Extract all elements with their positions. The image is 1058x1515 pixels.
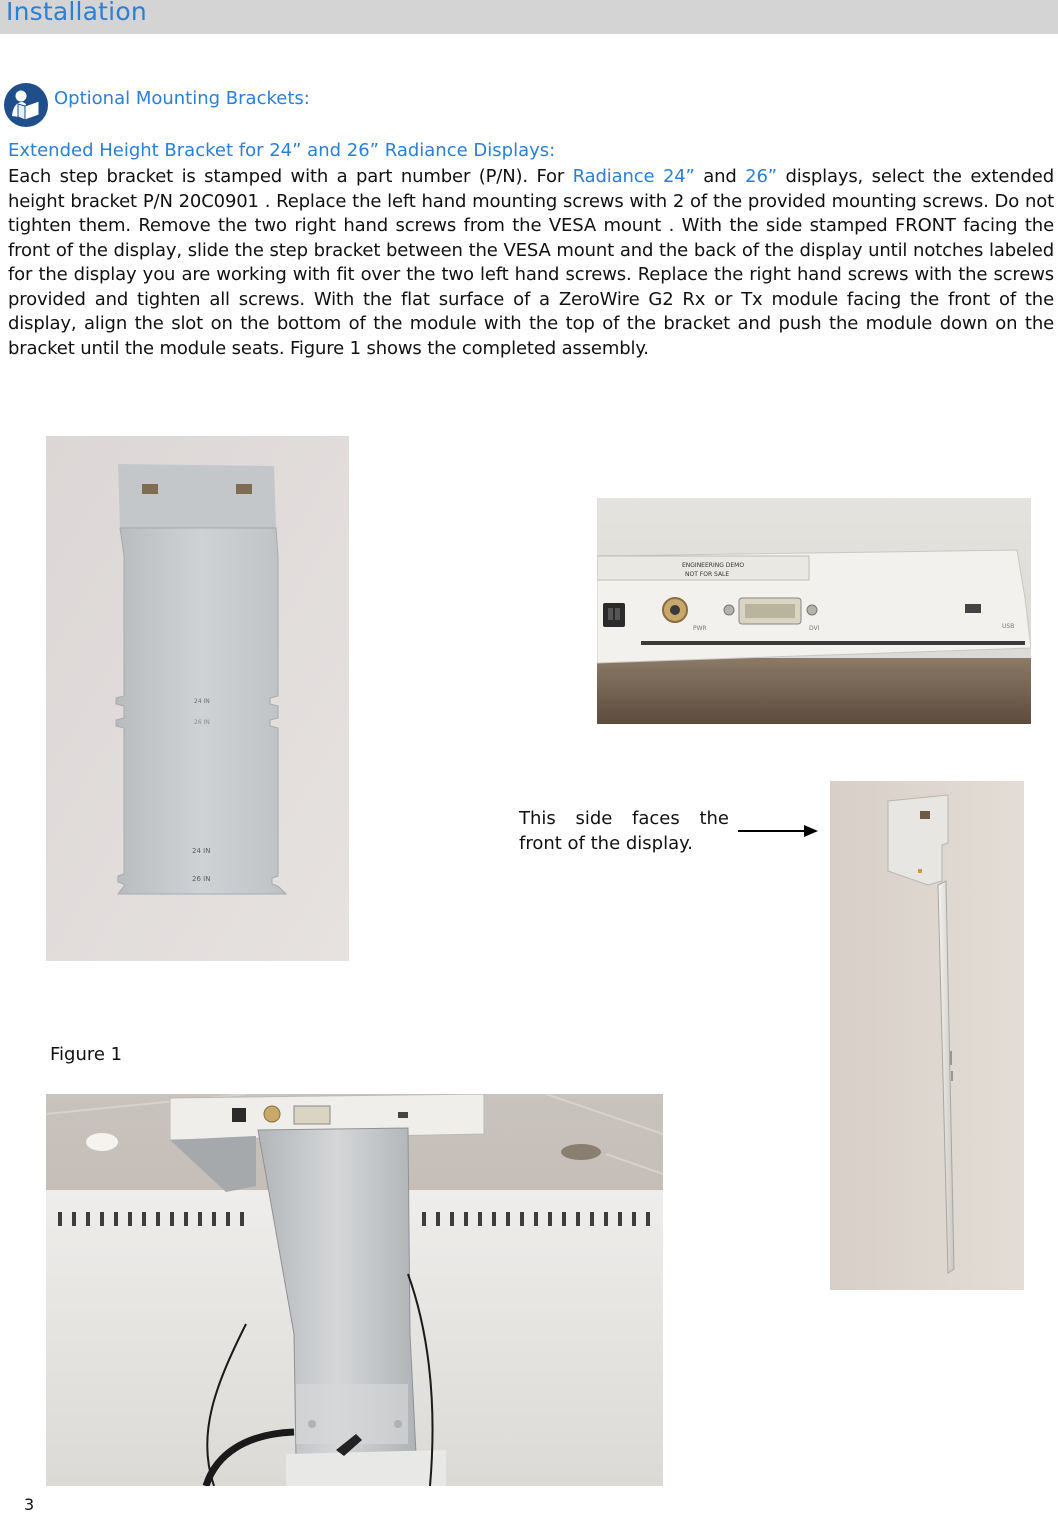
- manual-reader-icon: [3, 82, 49, 128]
- section-heading: Optional Mounting Brackets:: [54, 88, 310, 109]
- figure-caption: Figure 1: [50, 1044, 123, 1065]
- header-bar: [0, 0, 1058, 34]
- bracket-stamp-26-upper: 26 IN: [194, 719, 210, 726]
- radiance-26-highlight: 26”: [745, 166, 777, 187]
- body-text-part: Each step bracket is stamped with a part number (P/N). For: [8, 166, 573, 187]
- instructions-paragraph: [8, 165, 1054, 361]
- port-label-pwr: PWR: [693, 625, 707, 632]
- completed-assembly-photo: [46, 1094, 663, 1486]
- orientation-callout: This side faces the front of the display.: [519, 808, 729, 854]
- module-label-line-1: ENGINEERING DEMO: [682, 562, 745, 569]
- body-text-part: displays, select the extended height bracket P/N 20C0901 . Replace the left hand mounting screws with 2 of the provided mounting screws. Do not tighten them. Remove the two right hand screws from the VESA mount . With the side stamped FRONT facing the front of the display, slide the step bracket between the VESA mount and the back of the display until notches labeled for the display you are working with fit over the two left hand screws. Replace the right hand screws with the screws provided and tighten all screws. With the flat surface of a ZeroWire G2 Rx or Tx module facing the front of the display, align the slot on the bottom of the module with the top of the bracket and push the module down on the bracket until the module seats. Figure 1 shows the completed assembly.: [8, 166, 1054, 359]
- arrow-right-icon: [738, 823, 820, 839]
- body-text-part: and: [694, 166, 746, 187]
- page-section-title: Installation: [6, 0, 147, 26]
- page-number: 3: [24, 1495, 35, 1514]
- port-label-usb: USB: [1002, 623, 1015, 630]
- radiance-24-highlight: Radiance 24”: [572, 166, 695, 187]
- module-label-line-2: NOT FOR SALE: [685, 571, 730, 578]
- sub-heading: Extended Height Bracket for 24” and 26” Radiance Displays:: [8, 140, 556, 161]
- module-ports-photo: [597, 498, 1031, 724]
- bracket-front-photo: [46, 436, 349, 961]
- bracket-stamp-24-lower: 24 IN: [192, 847, 211, 855]
- port-label-dvi: DVI: [809, 625, 820, 632]
- bracket-stamp-26-lower: 26 IN: [192, 875, 211, 883]
- bracket-side-photo: [830, 781, 1024, 1290]
- bracket-stamp-24-upper: 24 IN: [194, 698, 210, 705]
